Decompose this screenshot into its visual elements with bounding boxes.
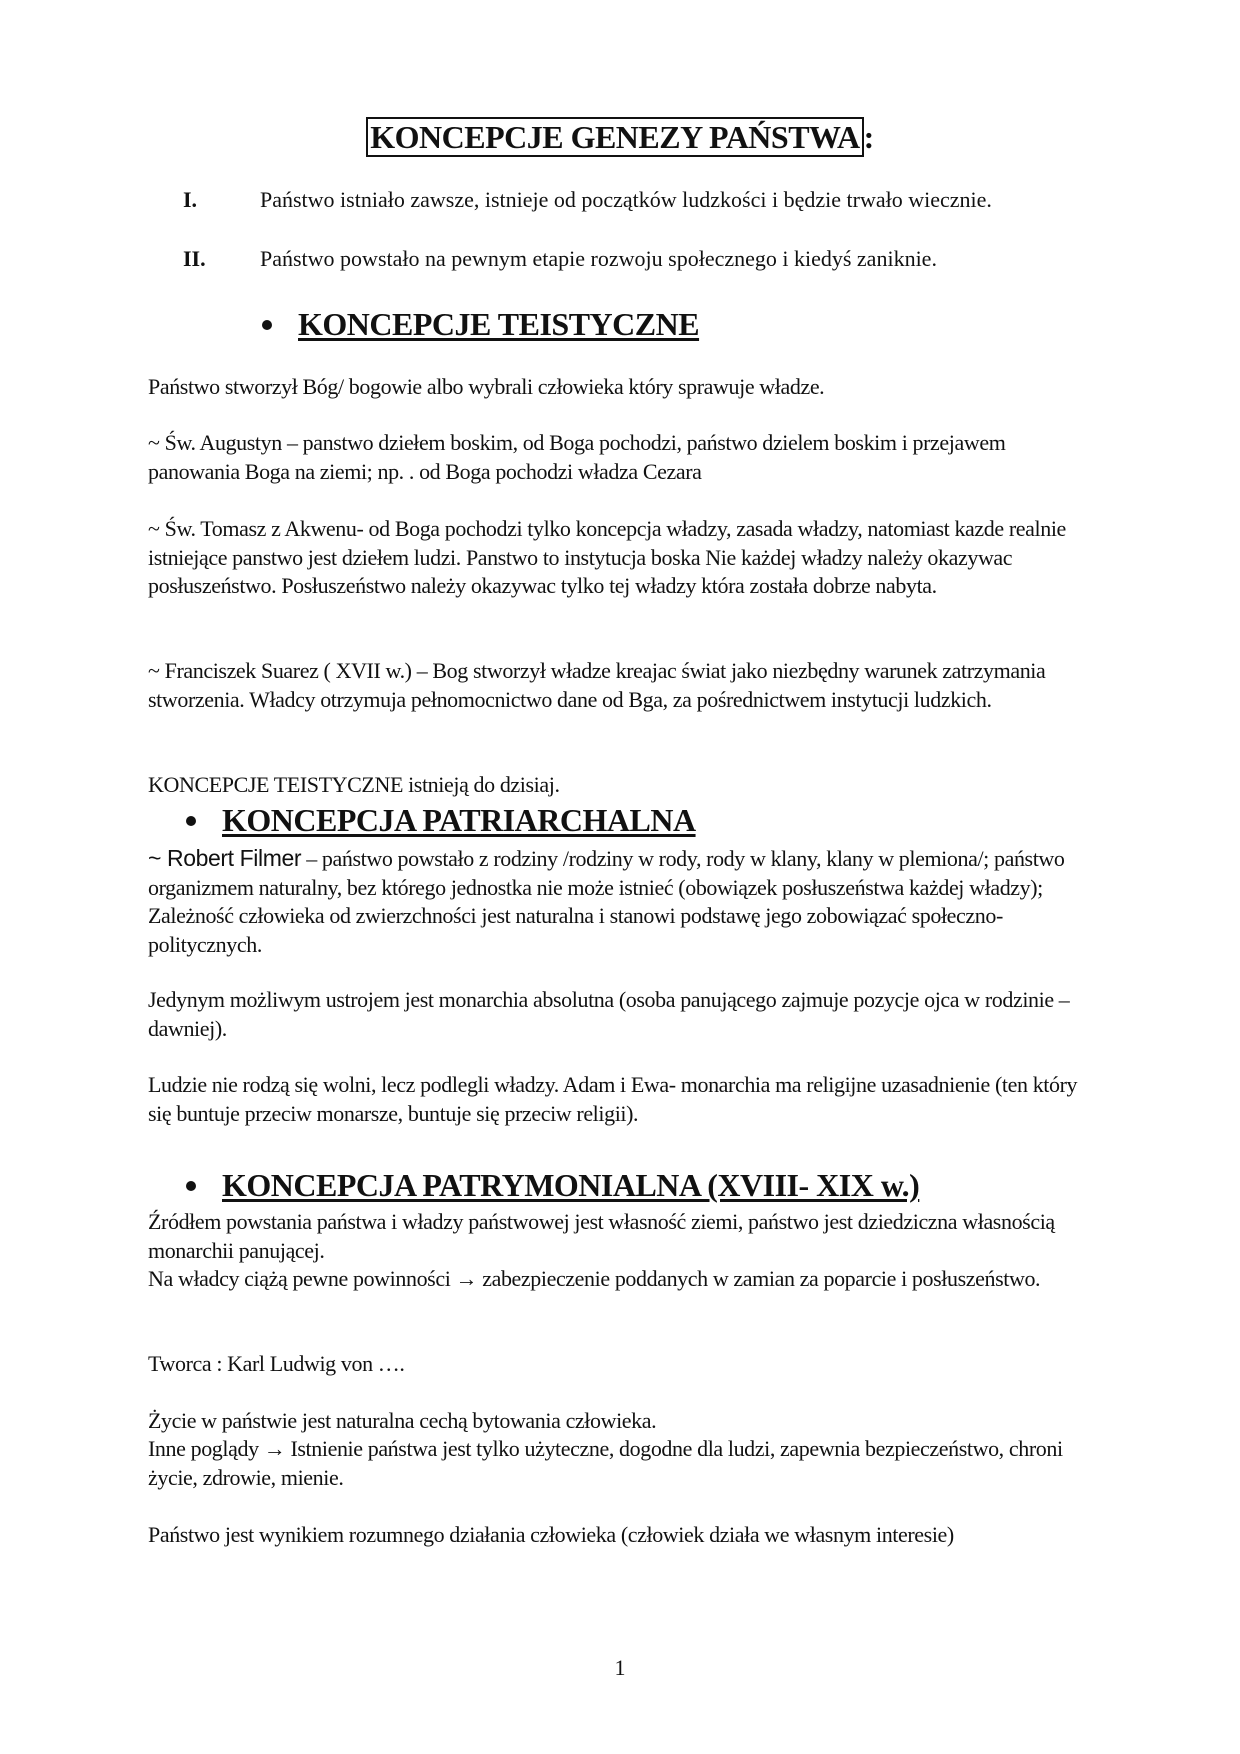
- paragraph: [148, 844, 1098, 959]
- section-heading-text: KONCEPCJA PATRIARCHALNA: [222, 802, 696, 838]
- bullet-icon: [262, 320, 272, 330]
- section-heading-text: KONCEPCJE TEISTYCZNE: [298, 306, 700, 342]
- page-number: 1: [614, 1655, 626, 1680]
- paragraph: Źródłem powstania państwa i władzy państwowej jest własność ziemi, państwo jest dziedziczna własnością monarchii panującej.: [148, 1209, 1055, 1263]
- list-number: II.: [183, 246, 206, 271]
- page-title: [366, 118, 874, 156]
- section-heading-patrymonialna: [186, 1166, 919, 1204]
- list-text: Państwo powstało na pewnym etapie rozwoju społecznego i kiedyś zaniknie.: [260, 246, 937, 271]
- paragraph: Życie w państwie jest naturalna cechą bytowania człowieka.: [148, 1408, 657, 1433]
- page-title-colon: :: [863, 119, 874, 155]
- section-heading-text: KONCEPCJA PATRYMONIALNA (XVIII- XIX w.): [222, 1167, 920, 1203]
- paragraph: ~ Św. Tomasz z Akwenu- od Boga pochodzi tylko koncepcja władzy, zasada władzy, natomiast kazde realnie istniejące panstwo jest dziełem ludzi. Panstwo to instytucja boska Nie każdej władzy należy okazywac posłuszeństwo. Posłuszeństwo należy okazywac tylko tej władzy która została dobrze nabyta.: [148, 516, 1066, 598]
- paragraph: Inne poglądy → Istnienie państwa jest tylko użyteczne, dogodne dla ludzi, zapewnia bezpieczeństwo, chroni życie, zdrowie, mienie.: [148, 1436, 1063, 1490]
- paragraph: ~ Św. Augustyn – panstwo dziełem boskim, od Boga pochodzi, państwo dzielem boskim i przejawem panowania Boga na ziemi; np. . od Boga pochodzi władza Cezara: [148, 430, 1006, 484]
- paragraph: ~ Franciszek Suarez ( XVII w.) – Bog stworzył władze kreajac świat jako niezbędny warunek zatrzymania stworzenia. Władcy otrzymuja pełnomocnictwo dane od Bga, za pośrednictwem instytucji ludzkich.: [148, 658, 1046, 712]
- paragraph: Tworca : Karl Ludwig von ….: [148, 1351, 405, 1376]
- paragraph: KONCEPCJE TEISTYCZNE istnieją do dzisiaj.: [148, 772, 560, 797]
- author-name: ~ Robert Filmer: [148, 845, 302, 871]
- paragraph: Ludzie nie rodzą się wolni, lecz podlegli władzy. Adam i Ewa- monarchia ma religijne uzasadnienie (ten który się buntuje przeciw monarsze, buntuje się przeciw religii).: [148, 1072, 1078, 1126]
- paragraph: Jedynym możliwym ustrojem jest monarchia absolutna (osoba panującego zajmuje pozycje ojca w rodzinie – dawniej).: [148, 987, 1070, 1041]
- section-heading-teistyczne: [262, 305, 699, 343]
- paragraph: Państwo stworzył Bóg/ bogowie albo wybrali człowieka który sprawuje władze.: [148, 374, 825, 399]
- list-text: Państwo istniało zawsze, istnieje od początków ludzkości i będzie trwało wiecznie.: [260, 187, 992, 212]
- paragraph: Na władcy ciążą pewne powinności → zabezpieczenie poddanych w zamian za poparcie i posłuszeństwo.: [148, 1266, 1041, 1291]
- title-wrap: [0, 118, 1240, 156]
- paragraph-text: – państwo powstało z rodziny /rodziny w rody, rody w klany, klany w plemiona/; państwo organizmem naturalny, bez którego jednostka nie może istnieć (obowiązek posłuszeństwa każdej władzy); Zależność człowieka od zwierzchności jest naturalna i stanowi podstawę jego zobowiązać społeczno-politycznych.: [148, 846, 1065, 957]
- bullet-icon: [186, 816, 196, 826]
- list-number: I.: [183, 187, 198, 212]
- page-title-text: KONCEPCJE GENEZY PAŃSTWA: [366, 117, 863, 157]
- paragraph: Państwo jest wynikiem rozumnego działania człowieka (człowiek działa we własnym interesie): [148, 1522, 954, 1547]
- intro-list-item-2: [183, 245, 937, 273]
- bullet-icon: [186, 1181, 196, 1191]
- intro-list-item-1: [183, 186, 992, 214]
- section-heading-patriarchalna: [186, 801, 696, 839]
